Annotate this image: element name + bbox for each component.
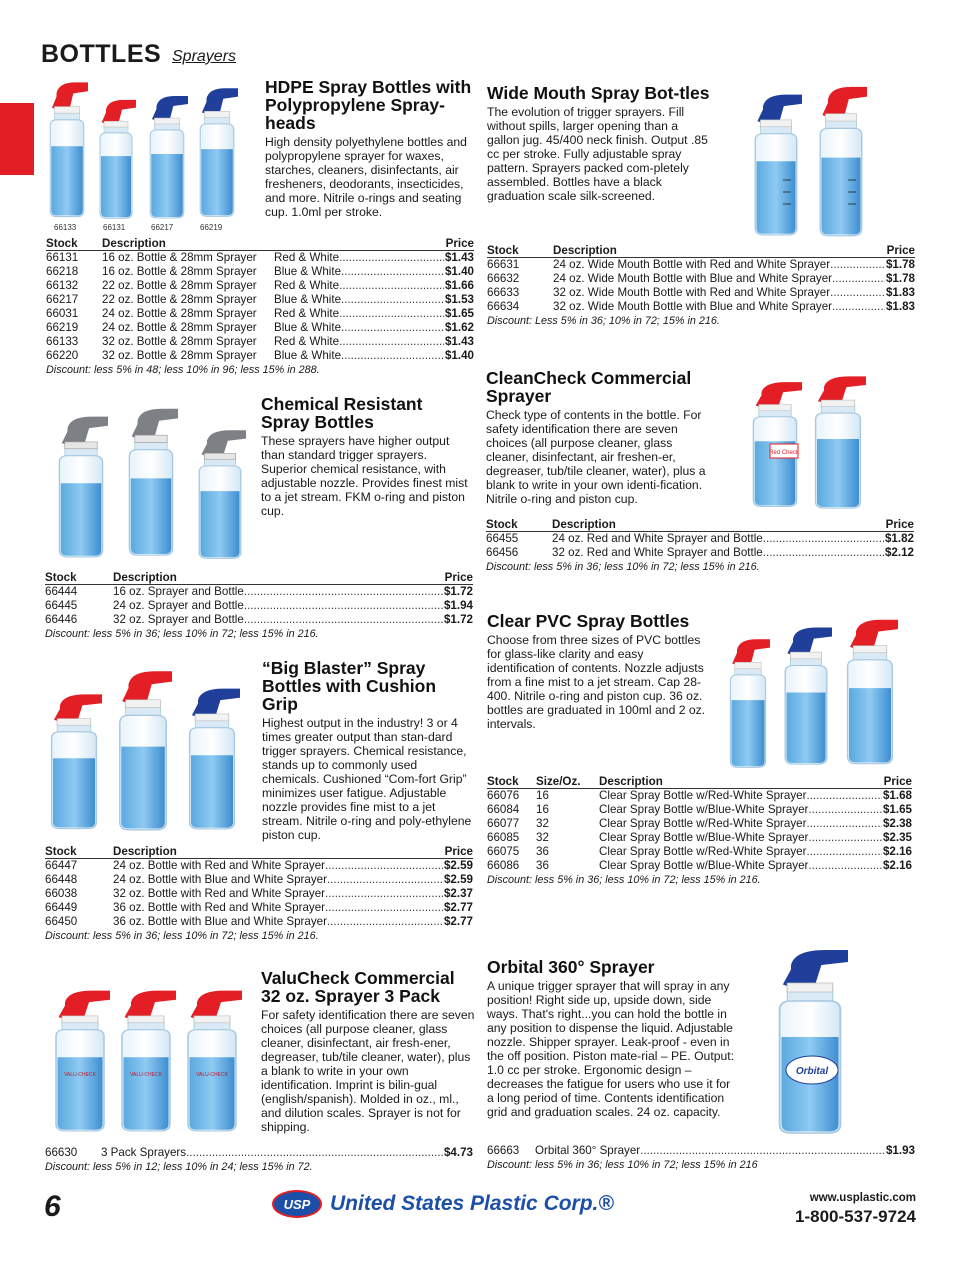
item-description: 24 oz. Bottle with Blue and White Sprayer — [113, 873, 327, 886]
col-price: Price — [362, 571, 473, 585]
stock-number: 66132 — [46, 279, 79, 292]
dot-leader — [244, 613, 443, 627]
product-description: For safety identification there are seven choices (all purpose cleaner, glass cleaner, disinfectant, air fresh-ener, degreaser, tub/tile cleaner, water), plus a blank to write in your own identification. Imprint is bilin-gual (english/spanish). Molded in oz., ml., and dilution scales. Sprayer is not for shipping. — [261, 1008, 475, 1134]
product-title: ValuCheck Commercial 32 oz. Sprayer 3 Pack — [261, 968, 455, 1006]
clear-pvc-product-block — [487, 612, 709, 731]
item-price: $2.77 — [443, 915, 473, 928]
item-price: $2.35 — [882, 831, 912, 844]
item-price: $2.16 — [882, 845, 912, 858]
stock-number: 66038 — [45, 887, 78, 900]
col-stock: Stock — [486, 518, 552, 532]
item-size: 36 — [536, 859, 549, 872]
dot-leader — [830, 258, 885, 272]
product-description: High density polyethylene bottles and polypropylene sprayer for waxes, starches, cleaners, disinfectants, air fresheners, deodorants, insecticides, and more. Nitrile o-rings and seating cup. 1.0ml per stroke. — [265, 135, 467, 219]
hdpe-price-table — [46, 237, 474, 377]
product-title: Orbital 360° Sprayer — [487, 957, 655, 977]
item-description: 24 oz. Wide Mouth Bottle with Blue and White Sprayer — [553, 272, 833, 285]
orbital-price-table — [487, 1144, 915, 1172]
product-description: The evolution of trigger sprayers. Fill without spills, larger opening than a gallon jug. 45/400 neck finish. Output .85 cc per stroke. Fully adjustable spray pattern. Sprayers packed com-pletely assembled. Bottles have a black graduation scale silk-screened. — [487, 105, 708, 203]
item-price: $1.78 — [885, 272, 915, 285]
stock-number: 66444 — [45, 585, 78, 598]
discount-note: Discount: less 5% in 36; less 10% in 72; less 15% in 216 — [487, 1159, 758, 1171]
cleancheck-price-table — [486, 518, 914, 574]
product-title: Clear PVC Spray Bottles — [487, 611, 690, 631]
dot-leader — [339, 279, 444, 293]
item-description: 24 oz. Bottle & 28mm Sprayer — [102, 307, 257, 320]
item-description: 24 oz. Bottle with Red and White Sprayer — [113, 859, 326, 872]
item-description: 32 oz. Bottle & 28mm Sprayer — [102, 349, 257, 362]
page-title: BOTTLES — [41, 40, 162, 68]
dot-leader — [806, 845, 882, 859]
hdpe-product-block — [265, 78, 475, 219]
usp-logo-icon: USP — [272, 1190, 322, 1218]
dot-leader — [341, 293, 444, 307]
table-row — [45, 887, 473, 901]
product-description: These sprayers have higher output than standard trigger sprayers. Superior chemical resistance, with adjustable nozzle. Provides finest mist to a jet stream. FKM o-ring and piston cup. — [261, 434, 468, 518]
dot-leader — [832, 272, 885, 286]
table-row — [487, 859, 912, 873]
item-price: $2.16 — [882, 859, 912, 872]
col-stock: Stock — [487, 244, 553, 258]
stock-number: 66084 — [487, 803, 520, 816]
discount-note: Discount: less 5% in 36; less 10% in 72; less 15% in 216. — [486, 561, 760, 573]
valucheck-price-table — [45, 1146, 473, 1174]
col-description: Description — [552, 518, 803, 532]
stock-number: 66456 — [486, 546, 519, 559]
stock-number: 66219 — [46, 321, 79, 334]
hdpe-bottles-image — [44, 78, 256, 228]
discount-note: Discount: less 5% in 36; less 10% in 72; less 15% in 216. — [45, 930, 319, 942]
dot-leader — [341, 349, 444, 363]
product-description: Choose from three sizes of PVC bottles for glass-like clarity and easy identification of contents. Nozzle adjusts from a fine mist to a jet stream. Cap 28-400. Nitrile o-ring and piston cup. 36 oz. bottles are graduated in 100ml and 2 oz. intervals. — [487, 633, 706, 731]
col-stock: Stock — [487, 775, 536, 789]
table-row — [487, 817, 912, 831]
dot-leader — [830, 286, 885, 300]
clear-pvc-bottles-image — [722, 615, 914, 770]
item-price: $2.77 — [443, 901, 473, 914]
item-price: $1.62 — [444, 321, 474, 334]
item-description: 16 oz. Bottle & 28mm Sprayer — [102, 265, 257, 278]
dot-leader — [763, 546, 884, 560]
item-price: $2.59 — [443, 873, 473, 886]
stock-number: 66447 — [45, 859, 78, 872]
dot-leader — [339, 251, 444, 265]
item-price: $1.43 — [444, 251, 474, 264]
dot-leader — [806, 789, 882, 803]
item-size: 16 — [536, 803, 549, 816]
item-description: Clear Spray Bottle w/Blue-White Sprayer — [599, 859, 809, 872]
chemical-resistant-bottles-image — [44, 398, 256, 563]
stock-number: 66220 — [46, 349, 79, 362]
brand-logo[interactable] — [272, 1190, 614, 1218]
item-price: $1.83 — [885, 300, 915, 313]
dot-leader — [808, 803, 882, 817]
col-stock: Stock — [45, 845, 113, 859]
page-subtitle: Sprayers — [172, 48, 237, 65]
dot-leader — [325, 887, 443, 901]
product-title: “Big Blaster” Spray Bottles with Cushion Grip — [262, 658, 437, 714]
item-description: 32 oz. Bottle & 28mm Sprayer — [102, 335, 257, 348]
dot-leader — [325, 859, 443, 873]
table-row — [487, 286, 915, 300]
item-price: $1.93 — [885, 1144, 915, 1157]
table-row — [487, 845, 912, 859]
image-caption: 66219 — [200, 223, 223, 232]
item-description: 16 oz. Sprayer and Bottle — [113, 585, 244, 598]
stock-number: 66077 — [487, 817, 520, 830]
item-price: $1.65 — [882, 803, 912, 816]
product-description: A unique trigger sprayer that will spray in any position! Right side up, upside down, side ways. That's right...you can hold the bottle in any position to dispense the liquid. Adjustable nozzle. Shipper sprayer. Leak-proof - even in the off position. Piston mate-rial – PE. Output: 1.0 cc per stroke. Ergonomic design – decreases the fatigue for users who use it for a long period of time. Contents identification grid and graduation scales. 24 oz. capacity. — [487, 979, 735, 1119]
col-price: Price — [803, 518, 914, 532]
stock-number: 66076 — [487, 789, 520, 802]
table-row — [487, 1144, 915, 1158]
dot-leader — [327, 873, 443, 887]
product-title: CleanCheck Commercial Sprayer — [486, 368, 692, 406]
image-caption: 66131 — [103, 223, 126, 232]
stock-number: 66634 — [487, 300, 520, 313]
stock-number: 66218 — [46, 265, 79, 278]
col-price: Price — [362, 845, 473, 859]
item-description: 16 oz. Bottle & 28mm Sprayer — [102, 251, 257, 264]
table-row — [46, 349, 474, 363]
dot-leader — [339, 335, 444, 349]
table-row — [46, 321, 474, 335]
stock-number: 66075 — [487, 845, 520, 858]
item-price: $2.37 — [443, 887, 473, 900]
product-title: Wide Mouth Spray Bot-tles — [487, 83, 710, 103]
valucheck-3pack-image — [44, 980, 256, 1135]
stock-number: 66446 — [45, 613, 78, 626]
wide-mouth-product-block — [487, 84, 712, 203]
item-description: 36 oz. Bottle with Blue and White Sprayer — [113, 915, 327, 928]
item-price: $1.78 — [885, 258, 915, 271]
table-row — [45, 859, 473, 873]
table-row — [45, 613, 473, 627]
col-description: Description — [553, 244, 804, 258]
table-row — [486, 546, 914, 560]
table-row — [487, 272, 915, 286]
item-description: 32 oz. Bottle with Red and White Sprayer — [113, 887, 326, 900]
item-price: $1.83 — [885, 286, 915, 299]
item-price: $1.40 — [444, 265, 474, 278]
product-description: Check type of contents in the bottle. For safety identification there are seven choices (all purpose cleaner, glass cleaner, disinfectant, air freshen-er, degreaser, tub/tile cleaner, water), plus a blank to write in your own identi-fication. Nitrile o-ring and piston cup. — [486, 408, 706, 506]
wide-mouth-bottles-image — [735, 80, 905, 240]
table-row — [45, 585, 473, 599]
clear-pvc-price-table — [487, 775, 912, 887]
table-row — [45, 873, 473, 887]
stock-number: 66448 — [45, 873, 78, 886]
dot-leader — [341, 265, 444, 279]
discount-note: Discount: less 5% in 12; less 10% in 24; less 15% in 72. — [45, 1161, 313, 1173]
item-description: 36 oz. Bottle with Red and White Sprayer — [113, 901, 326, 914]
col-description: Description — [102, 237, 359, 251]
dot-leader — [763, 532, 884, 546]
brand-name: United States Plastic Corp.® — [330, 1192, 614, 1215]
item-price: $2.59 — [443, 859, 473, 872]
item-color: Blue & White — [274, 321, 342, 334]
item-price: $1.65 — [444, 307, 474, 320]
wide-mouth-price-table — [487, 244, 915, 328]
big-blaster-bottles-image — [44, 660, 256, 840]
cleancheck-bottles-image — [740, 372, 890, 512]
item-description: Clear Spray Bottle w/Blue-White Sprayer — [599, 803, 809, 816]
item-color: Blue & White — [274, 265, 342, 278]
dot-leader — [327, 915, 443, 929]
item-description: 22 oz. Bottle & 28mm Sprayer — [102, 279, 257, 292]
dot-leader — [339, 307, 444, 321]
stock-number: 66086 — [487, 859, 520, 872]
item-size: 16 — [536, 789, 549, 802]
stock-number: 66450 — [45, 915, 78, 928]
discount-note: Discount: Less 5% in 36; 10% in 72; 15% in 216. — [487, 315, 720, 327]
dot-leader — [808, 831, 882, 845]
item-description: 32 oz. Wide Mouth Bottle with Blue and White Sprayer — [553, 300, 833, 313]
col-size: Size/Oz. — [536, 775, 599, 789]
dot-leader — [186, 1146, 443, 1160]
item-color: Red & White — [274, 279, 340, 292]
item-description: 24 oz. Bottle & 28mm Sprayer — [102, 321, 257, 334]
stock-number: 66663 — [487, 1144, 520, 1157]
item-description: 24 oz. Sprayer and Bottle — [113, 599, 244, 612]
item-description: Orbital 360° Sprayer — [535, 1144, 641, 1157]
page-number: 6 — [44, 1190, 61, 1223]
item-price: $1.53 — [444, 293, 474, 306]
item-description: 32 oz. Sprayer and Bottle — [113, 613, 244, 626]
table-row — [46, 335, 474, 349]
stock-number: 66449 — [45, 901, 78, 914]
col-price: Price — [816, 775, 912, 789]
item-description: Clear Spray Bottle w/Blue-White Sprayer — [599, 831, 809, 844]
col-stock: Stock — [45, 571, 113, 585]
col-description: Description — [599, 775, 816, 789]
stock-number: 66031 — [46, 307, 79, 320]
item-description: 3 Pack Sprayers — [101, 1146, 187, 1159]
table-row — [487, 789, 912, 803]
dot-leader — [808, 859, 882, 873]
item-description: 32 oz. Wide Mouth Bottle with Red and White Sprayer — [553, 286, 831, 299]
discount-note: Discount: less 5% in 36; less 10% in 72; less 15% in 216. — [487, 874, 761, 886]
item-price: $1.94 — [443, 599, 473, 612]
item-price: $1.72 — [443, 585, 473, 598]
stock-number: 66633 — [487, 286, 520, 299]
col-price: Price — [359, 237, 474, 251]
bottle-label-text: Red Check — [769, 450, 799, 456]
table-row — [486, 532, 914, 546]
item-price: $1.40 — [444, 349, 474, 362]
bottle-label-text: VALU-CHECK — [196, 1072, 228, 1078]
table-row — [45, 915, 473, 929]
discount-note: Discount: less 5% in 48; less 10% in 96; less 15% in 288. — [46, 364, 320, 376]
item-color: Blue & White — [274, 293, 342, 306]
dot-leader — [341, 321, 444, 335]
table-row — [46, 251, 474, 265]
phone-number: 1-800-537-9724 — [795, 1207, 916, 1226]
table-row — [487, 803, 912, 817]
item-color: Blue & White — [274, 349, 342, 362]
item-description: Clear Spray Bottle w/Red-White Sprayer — [599, 817, 807, 830]
table-row — [46, 265, 474, 279]
col-stock: Stock — [46, 237, 102, 251]
table-row — [487, 258, 915, 272]
orbital-sprayer-image — [770, 940, 860, 1140]
stock-number: 66085 — [487, 831, 520, 844]
valucheck-product-block — [261, 969, 476, 1134]
stock-number: 66445 — [45, 599, 78, 612]
item-price: $1.68 — [882, 789, 912, 802]
item-color: Red & White — [274, 335, 340, 348]
product-title: HDPE Spray Bottles with Polypropylene Spray-heads — [265, 77, 472, 133]
item-description: 22 oz. Bottle & 28mm Sprayer — [102, 293, 257, 306]
bottle-label-text: Orbital — [795, 1066, 829, 1077]
product-description: Highest output in the industry! 3 or 4 times greater output than stan-dard trigger sprayers. Chemical resistance, stands up to commonly used chemicals. Cushioned “Com-fort Grip” minimizes user fatigue. Adjustable nozzle provides fine mist to a jet stream. Nitrile o-ring and poly-ethylene piston cup. — [262, 716, 472, 842]
table-row — [46, 307, 474, 321]
item-price: $1.66 — [444, 279, 474, 292]
table-row — [45, 901, 473, 915]
chemical-resistant-price-table — [45, 571, 473, 641]
stock-number: 66631 — [487, 258, 520, 271]
big-blaster-product-block — [262, 659, 476, 842]
dot-leader — [244, 585, 443, 599]
item-color: Red & White — [274, 307, 340, 320]
stock-number: 66630 — [45, 1146, 78, 1159]
table-row — [45, 599, 473, 613]
item-price: $1.72 — [443, 613, 473, 626]
item-description: 24 oz. Red and White Sprayer and Bottle — [552, 532, 763, 545]
item-price: $1.43 — [444, 335, 474, 348]
item-price: $2.38 — [882, 817, 912, 830]
item-price: $1.82 — [884, 532, 914, 545]
image-caption: 66217 — [151, 223, 174, 232]
item-description: Clear Spray Bottle w/Red-White Sprayer — [599, 845, 807, 858]
table-row — [46, 279, 474, 293]
dot-leader — [244, 599, 443, 613]
section-tab — [0, 103, 34, 175]
stock-number: 66632 — [487, 272, 520, 285]
table-row — [487, 300, 915, 314]
table-row — [45, 1146, 473, 1160]
orbital-product-block — [487, 958, 735, 1119]
item-size: 32 — [536, 817, 549, 830]
bottle-label-text: VALU-CHECK — [64, 1072, 96, 1078]
discount-note: Discount: less 5% in 36; less 10% in 72; less 15% in 216. — [45, 628, 319, 640]
item-color: Red & White — [274, 251, 340, 264]
item-price: $2.12 — [884, 546, 914, 559]
item-price: $4.73 — [443, 1146, 473, 1159]
bottle-label-text: VALU-CHECK — [130, 1072, 162, 1078]
dot-leader — [325, 901, 443, 915]
col-description: Description — [113, 845, 362, 859]
dot-leader — [832, 300, 885, 314]
chemical-resistant-product-block — [261, 395, 475, 518]
stock-number: 66217 — [46, 293, 79, 306]
dot-leader — [640, 1144, 885, 1158]
col-price: Price — [804, 244, 915, 258]
table-row — [487, 831, 912, 845]
cleancheck-product-block — [486, 369, 714, 506]
dot-leader — [806, 817, 882, 831]
item-description: 24 oz. Wide Mouth Bottle with Red and White Sprayer — [553, 258, 831, 271]
stock-number: 66455 — [486, 532, 519, 545]
big-blaster-price-table — [45, 845, 473, 943]
product-title: Chemical Resistant Spray Bottles — [261, 394, 423, 432]
website-link[interactable]: www.usplastic.com — [809, 1192, 916, 1204]
col-description: Description — [113, 571, 362, 585]
item-description: 32 oz. Red and White Sprayer and Bottle — [552, 546, 763, 559]
item-size: 36 — [536, 845, 549, 858]
item-description: Clear Spray Bottle w/Red-White Sprayer — [599, 789, 807, 802]
item-size: 32 — [536, 831, 549, 844]
table-row — [46, 293, 474, 307]
image-caption: 66133 — [54, 223, 77, 232]
stock-number: 66133 — [46, 335, 79, 348]
stock-number: 66131 — [46, 251, 79, 264]
